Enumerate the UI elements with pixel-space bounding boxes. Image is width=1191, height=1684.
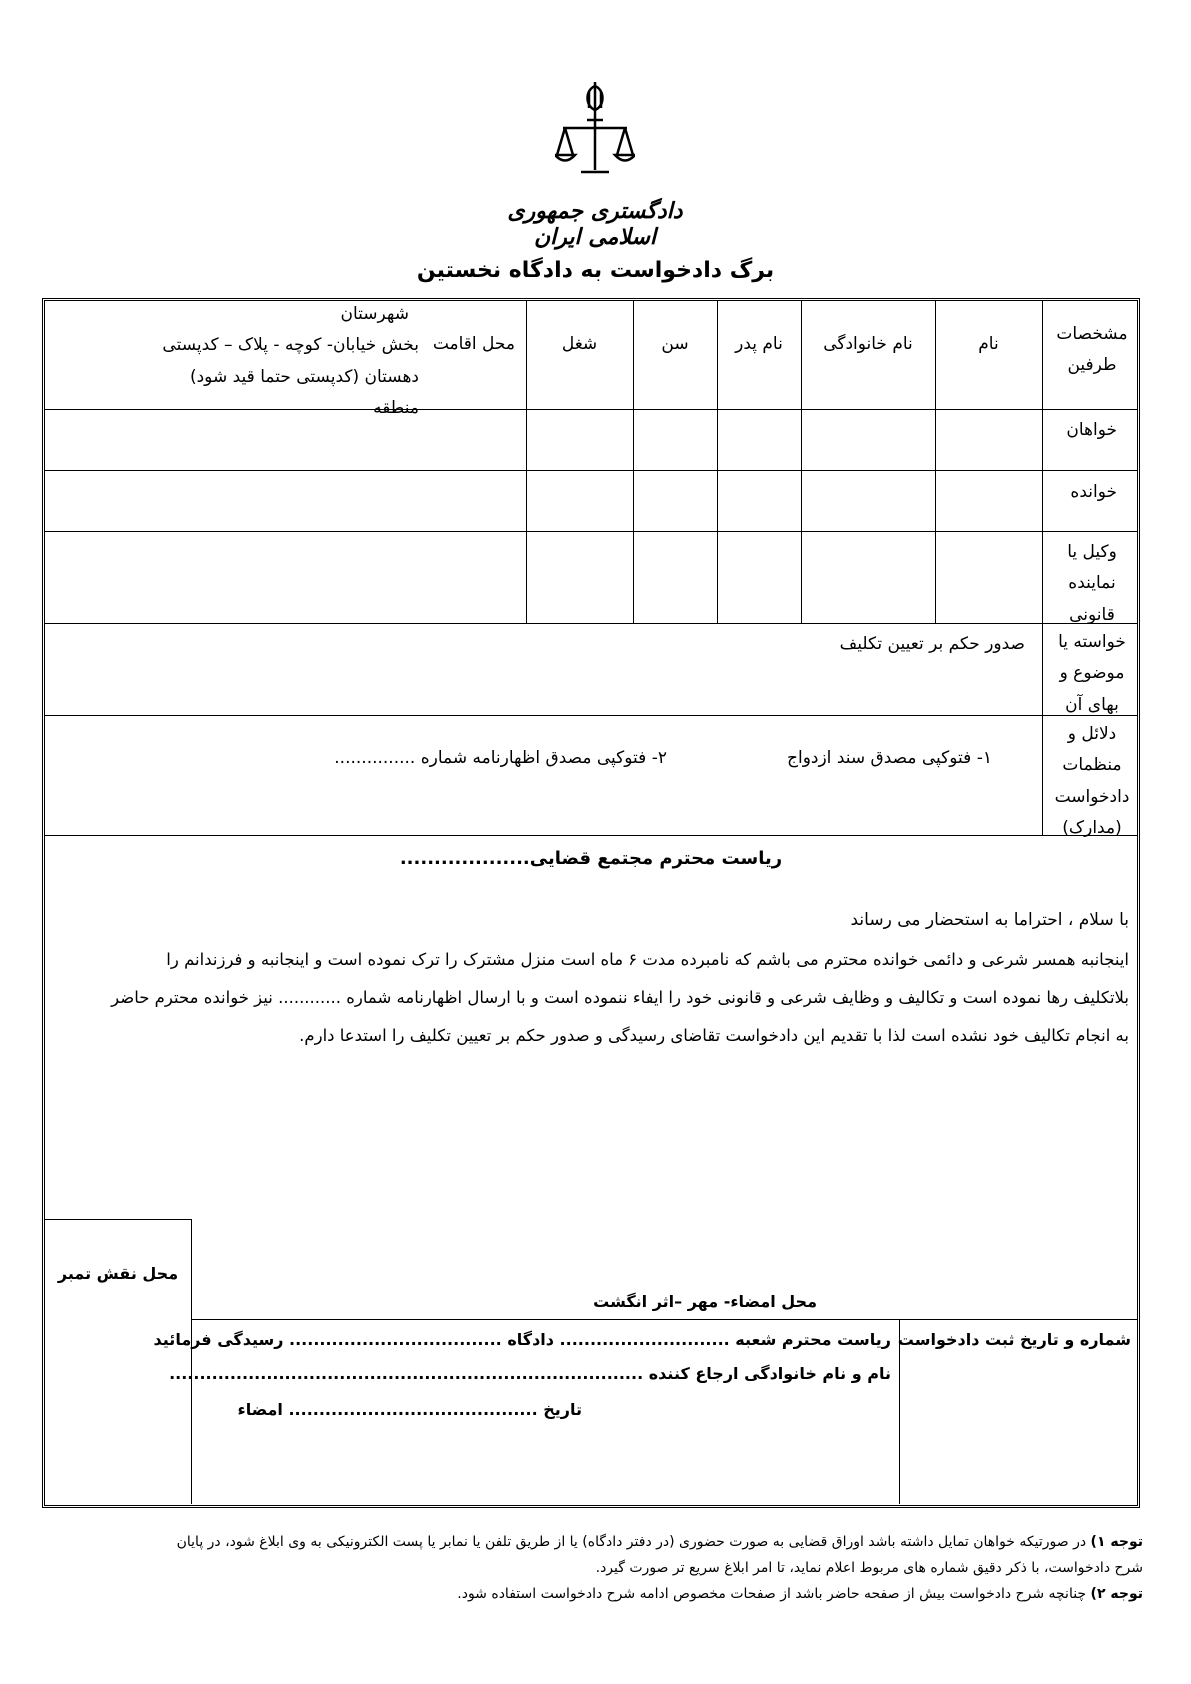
plaintiff-cells[interactable] bbox=[45, 410, 1042, 470]
footnote-2-label: توجه ۲) bbox=[1090, 1586, 1143, 1602]
col-header-age: سن bbox=[661, 334, 689, 354]
referral-line-1[interactable]: ریاست محترم شعبه ............................ دادگاه ................................... رسیدگی فرمائید bbox=[153, 1330, 891, 1349]
claim-value[interactable]: صدور حکم بر تعیین تکلیف bbox=[839, 634, 1025, 654]
address-guide: شهرستان بخش خیابان- کوچه - پلاک – کدپستی دهستان (کدپستی حتما قید شود) منطقه bbox=[162, 304, 419, 419]
letter-addressee: ریاست محترم مجتمع قضایی................... bbox=[399, 848, 783, 869]
evidence-item-1[interactable]: ۱- فتوکپی مصدق سند ازدواج bbox=[787, 748, 992, 768]
letter-greeting: با سلام ، احتراما به استحضار می رساند bbox=[850, 910, 1129, 930]
letter-line-1: اینجانبه همسر شرعی و دائمی خوانده محترم می باشم که نامبرده مدت ۶ ماه است منزل مشترک را ترک نموده است و اینجانبه و فرزندانم را bbox=[166, 950, 1129, 969]
scales-of-justice-icon bbox=[555, 80, 635, 190]
row-label-plaintiff: خواهان bbox=[1066, 420, 1117, 440]
row-label-defendant: خوانده bbox=[1070, 482, 1117, 502]
stamp-place-label: محل نقش تمبر bbox=[57, 1264, 179, 1283]
row-label-attorney: وکیل یا نماینده قانونی bbox=[1067, 542, 1117, 625]
attorney-cells[interactable] bbox=[45, 532, 1042, 623]
letter-line-2: بلاتکلیف رها نموده است و تکالیف و وظایف شرعی و قانونی خود را ایفاء ننموده است و با ارسال اظهارنامه شماره ............ نیز خوانده محترم حاضر bbox=[111, 988, 1129, 1007]
form-title: برگ دادخواست به دادگاه نخستین bbox=[416, 258, 775, 283]
footnote-2 bbox=[43, 1582, 1143, 1607]
registration-label: شماره و تاریخ ثبت دادخواست bbox=[897, 1330, 1131, 1349]
evidence-label: دلائل و منظمات دادخواست (مدارک) bbox=[1054, 724, 1130, 839]
footnote-1-cont: شرح دادخواست، با ذکر دقیق شماره های مربوط اعلام نماید، تا امر ابلاغ سریع تر صورت گیرد. bbox=[595, 1560, 1143, 1576]
col-header-last-name: نام خانوادگی bbox=[823, 334, 913, 354]
col-header-residence: محل اقامت bbox=[432, 334, 515, 354]
referral-line-2[interactable]: نام و نام خانوادگی ارجاع کننده .............................................................................. bbox=[169, 1364, 891, 1383]
defendant-cells[interactable] bbox=[45, 471, 1042, 531]
footnote-1-text: در صورتیکه خواهان تمایل داشته باشد اوراق قضایی به صورت حضوری (در دفتر دادگاه) یا از طریق تلفن یا نمابر یا پست الکترونیکی به وی ابلاغ شود، در پایان bbox=[176, 1534, 1091, 1550]
footnote-1-label: توجه ۱) bbox=[1090, 1534, 1143, 1550]
emblem-text: دادگستری جمهوری اسلامی ایران bbox=[507, 198, 683, 250]
col-header-parties: مشخصات طرفین bbox=[1056, 324, 1128, 375]
signature-place-label: محل امضاء- مهر –اثر انگشت bbox=[593, 1292, 817, 1311]
referral-line-3[interactable]: تاریخ ......................................... امضاء bbox=[237, 1400, 582, 1419]
footnote-2-text: چنانچه شرح دادخواست بیش از صفحه حاضر باشد از صفحات مخصوص ادامه شرح دادخواست استفاده شود. bbox=[457, 1586, 1091, 1602]
col-header-job: شغل bbox=[561, 334, 598, 354]
evidence-item-2[interactable]: ۲- فتوکپی مصدق اظهارنامه شماره ............... bbox=[334, 748, 667, 768]
judiciary-emblem bbox=[500, 80, 690, 250]
col-header-father-name: نام پدر bbox=[735, 334, 783, 354]
claim-label: خواسته یا موضوع و بهای آن bbox=[1058, 632, 1126, 715]
letter-line-3: به انجام تکالیف خود نشده است لذا با تقدیم این دادخواست تقاضای رسیدگی و صدور حکم بر تعیین تکلیف را استدعا دارم. bbox=[299, 1026, 1129, 1045]
col-header-first-name: نام bbox=[978, 334, 999, 354]
petition-form-frame bbox=[42, 298, 1140, 1508]
footnote-1 bbox=[43, 1530, 1143, 1555]
